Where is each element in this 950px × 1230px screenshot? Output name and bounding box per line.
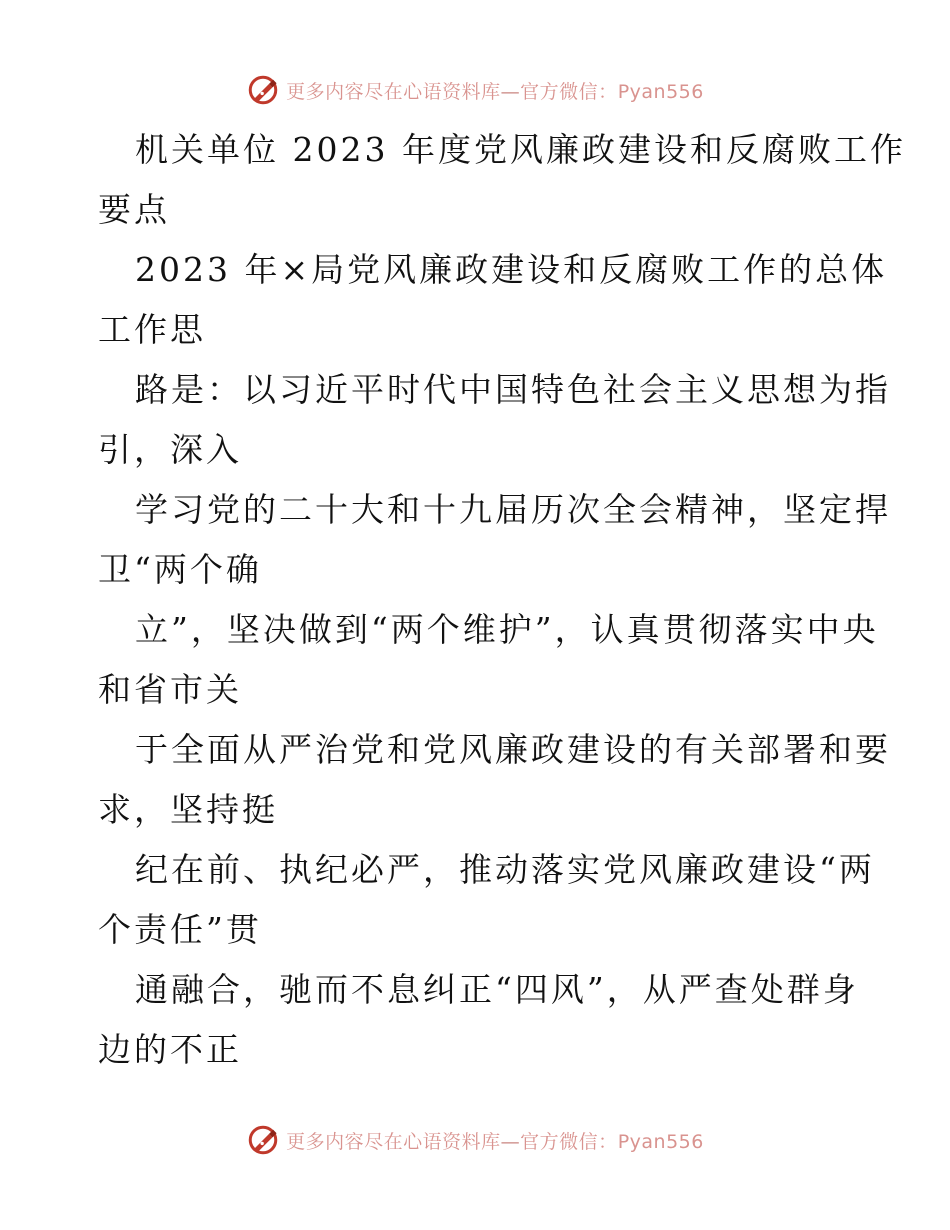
- document-line: 路是：以习近平时代中国特色社会主义思想为指: [135, 370, 891, 409]
- document-line: 和省市关: [98, 670, 242, 709]
- wechat-id: Pyan556: [617, 1130, 704, 1153]
- document-line: 工作思: [98, 310, 206, 349]
- document-line: 边的不正: [98, 1030, 242, 1069]
- wechat-id: Pyan556: [617, 80, 704, 103]
- document-line: 纪在前、执纪必严，推动落实党风廉政建设“两: [135, 850, 875, 889]
- document-line: 立”，坚决做到“两个维护”，认真贯彻落实中央: [135, 610, 879, 649]
- document-line: 求，坚持挺: [98, 790, 278, 829]
- document-line: 学习党的二十大和十九届历次全会精神，坚定捍: [135, 490, 891, 529]
- document-line: 要点: [98, 190, 170, 229]
- header-watermark-banner: [0, 70, 950, 110]
- document-line: 2023 年×局党风廉政建设和反腐败工作的总体: [135, 250, 888, 289]
- document-line: 通融合，驰而不息纠正“四风”，从严查处群身: [135, 970, 859, 1009]
- document-line: 卫“两个确: [98, 550, 262, 589]
- document-body: [98, 120, 906, 1080]
- document-line: 于全面从严治党和党风廉政建设的有关部署和要: [135, 730, 891, 769]
- watermark-text: 更多内容尽在心语资料库—官方微信：Pyan556: [286, 1130, 704, 1153]
- pen-logo-icon: [246, 1123, 280, 1157]
- document-line: 引，深入: [98, 430, 242, 469]
- document-line: 机关单位 2023 年度党风廉政建设和反腐败工作: [135, 130, 906, 169]
- footer-watermark-banner: [0, 1120, 950, 1160]
- watermark-text: 更多内容尽在心语资料库—官方微信：Pyan556: [286, 80, 704, 103]
- document-line: 个责任”贯: [98, 910, 262, 949]
- pen-logo-icon: [246, 73, 280, 107]
